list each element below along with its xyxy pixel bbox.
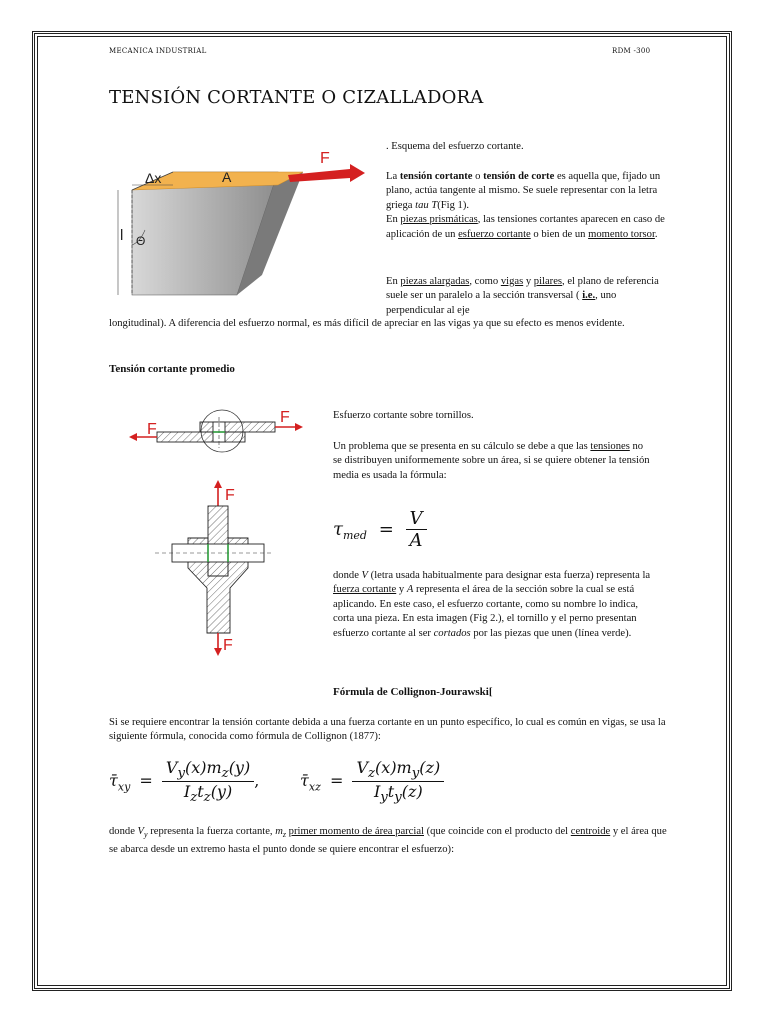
collignon-formula-xy: $\taū_{xy}$ = $\frac{V_y(x)m_z(y)}{I_zt_z(y)}$ , [109,758,260,806]
link-esfuerzo-cortante[interactable]: esfuerzo cortante [458,228,531,240]
bolt-joint-figure [145,478,275,658]
formula-tau-med: $\tau_{med}$ = $\frac{V}{A}$ [333,508,427,551]
header-left: MECANICA INDUSTRIAL [109,47,207,55]
section3-outro: donde $V_y$ representa la fuerza cortante, $m_z$ primer momento de área parcial (que coincide con el producto del centroide y el área que se abarca desde un extremo hasta el punto donde se quiere encontrar el esfuerzo): [109,826,667,855]
link-centroide[interactable]: centroide [570,826,611,837]
link-pilares[interactable]: pilares [533,276,563,287]
link-fuerza-cortante[interactable]: fuerza cortante [333,584,397,596]
svg-text:F: F [225,487,235,504]
section1-paragraph2b: longitudinal). A diferencia del esfuerzo normal, es más difícil de apreciar en las vigas ya que su efecto es menos evidente. [109,318,625,329]
section2-paragraph2: donde V (letra usada habitualmente para designar esta fuerza) representa la fuerza cortante y A representa el área de la sección sobre la cual se está aplicando. En este caso, el esfuerzo cortante, como su nombre lo indica, corta una pieza. En esta imagen (Fig 2.), el tornillo y el perno presentan esfuerzo cortante al ser cortados por las piezas que unen (línea verde). [333,570,651,639]
fig2-caption: Esfuerzo cortante sobre tornillos. [333,410,474,421]
link-piezas-prismaticas[interactable]: piezas prismáticas [400,214,478,226]
term-tension-cortante: tensión cortante [399,171,473,182]
svg-text:F: F [280,409,290,426]
section2-paragraph1: Un problema que se presenta en su cálculo se debe a que las tensiones no se distribuyen uniformemente sobre un área, si se quiere obtener la tensión media es usada la fórmula: [333,441,650,481]
length-label: l [120,227,124,244]
link-primer-momento[interactable]: primer momento de área parcial [288,826,424,837]
link-vigas[interactable]: vigas [500,276,524,287]
shear-block-figure [110,145,370,305]
section2-heading: Tensión cortante promedio [109,363,235,375]
fig1-caption: . Esquema del esfuerzo cortante. [386,141,524,152]
term-tension-corte: tensión de corte [483,171,555,182]
section3-heading: Fórmula de Collignon-Jourawski[ [333,686,493,698]
page-title: TENSIÓN CORTANTE O CIZALLADORA [109,87,484,108]
angle-label: Θ [136,234,146,248]
link-ie[interactable]: i.e. [582,290,596,302]
section1-paragraph1: La tensión cortante o tensión de corte es aquella que, fijado un plano, actúa tangente al mismo. Se suele representar con la letra griega tau T(Fig 1). En piezas prismáticas, las tensiones cortantes aparecen en caso de aplicación de un esfuerzo cortante o bien de un momento torsor. [386,171,665,240]
link-momento-torsor[interactable]: momento torsor [588,228,655,240]
lap-joint-figure [125,400,305,460]
collignon-formula-xz: $\taū_{xz}$ = $\frac{V_z(x)m_y(z)}{I_yt_y(z)}$ [300,758,444,805]
link-tensiones[interactable]: tensiones [590,441,630,452]
delta-label: Δx [145,170,162,186]
section1-paragraph2a: En piezas alargadas, como vigas y pilares, el plano de referencia suele ser un paralelo a la sección transversal ( i.e., uno perpendicular al eje [386,276,659,316]
header-right: RDM -300 [612,47,651,55]
svg-text:F: F [223,637,233,654]
link-piezas-alargadas[interactable]: piezas alargadas [400,276,470,287]
area-label: A [222,169,232,185]
force-label: F [320,150,330,167]
section3-intro: Si se requiere encontrar la tensión cortante debida a una fuerza cortante en un punto específico, lo cual es común en vigas, se usa la siguiente fórmula, conocida como fórmula de Collignon (1877): [109,717,666,743]
svg-text:F: F [147,421,157,438]
